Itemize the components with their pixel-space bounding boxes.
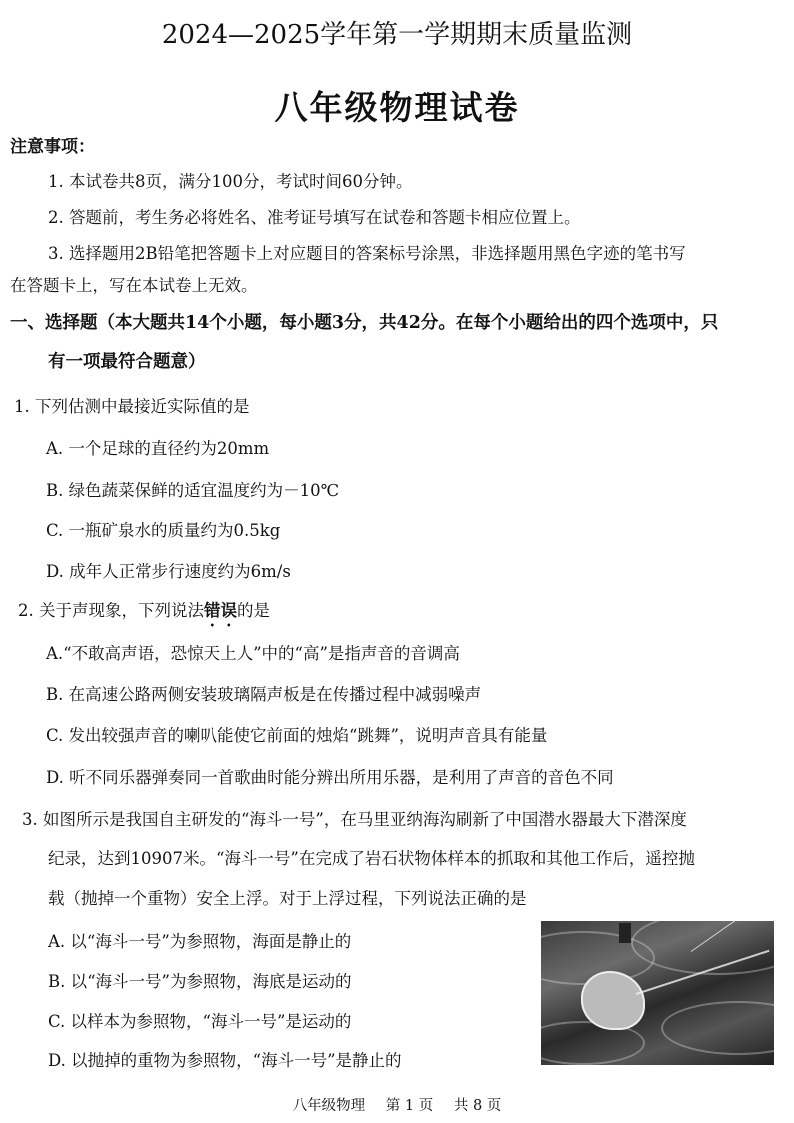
footer-page-number: 第 1 页 bbox=[385, 1098, 434, 1114]
note-item-1: 1. 本试卷共8页，满分100分，考试时间60分钟。 bbox=[48, 172, 413, 191]
question-2-stem-emphasis: 错误 bbox=[204, 601, 237, 620]
question-2-option-a: A.“不敢高声语，恐惊天上人”中的“高”是指声音的音调高 bbox=[46, 644, 460, 663]
question-3-stem-line1: 3. 如图所示是我国自主研发的“海斗一号”，在马里亚纳海沟刷新了中国潜水器最大下潜深度 bbox=[22, 810, 687, 829]
question-1-option-c: C. 一瓶矿泉水的质量约为0.5kg bbox=[46, 521, 281, 540]
question-3-option-c: C. 以样本为参照物，“海斗一号”是运动的 bbox=[48, 1012, 352, 1031]
section-heading-line1: 一、选择题（本大题共14个小题，每小题3分，共42分。在每个小题给出的四个选项中，只 bbox=[10, 313, 719, 333]
note-item-3-cont: 在答题卡上，写在本试卷上无效。 bbox=[10, 276, 258, 295]
note-item-3: 3. 选择题用2B铅笔把答题卡上对应题目的答案标号涂黑，非选择题用黑色字迹的笔书写 bbox=[48, 244, 686, 263]
question-2-option-d: D. 听不同乐器弹奏同一首歌曲时能分辨出所用乐器，是利用了声音的音色不同 bbox=[46, 768, 614, 787]
question-3-option-a: A. 以“海斗一号”为参照物，海面是静止的 bbox=[48, 932, 352, 951]
footer-total-pages: 共 8 页 bbox=[453, 1098, 502, 1114]
question-2-option-b: B. 在高速公路两侧安装玻璃隔声板是在传播过程中减弱噪声 bbox=[46, 685, 482, 704]
submersible-photo bbox=[541, 921, 774, 1065]
question-1-option-a: A. 一个足球的直径约为20mm bbox=[46, 439, 270, 458]
question-1-option-b: B. 绿色蔬菜保鲜的适宜温度约为－10℃ bbox=[46, 481, 340, 500]
question-3-option-d: D. 以抛掉的重物为参照物，“海斗一号”是静止的 bbox=[48, 1051, 402, 1070]
question-2-stem-post: 的是 bbox=[237, 601, 270, 620]
question-1-stem: 1. 下列估测中最接近实际值的是 bbox=[14, 397, 250, 416]
page-footer bbox=[0, 1094, 794, 1115]
question-2-option-c: C. 发出较强声音的喇叭能使它前面的烛焰“跳舞”，说明声音具有能量 bbox=[46, 726, 548, 745]
note-item-2: 2. 答题前，考生务必将姓名、准考证号填写在试卷和答题卡相应位置上。 bbox=[48, 208, 581, 227]
question-3-option-b: B. 以“海斗一号”为参照物，海底是运动的 bbox=[48, 972, 352, 991]
question-3-stem-line2: 纪录，达到10907米。“海斗一号”在完成了岩石状物体样本的抓取和其他工作后，遥控抛 bbox=[48, 849, 695, 868]
question-1-option-d: D. 成年人正常步行速度约为6m/s bbox=[46, 562, 291, 581]
exam-subject-title: 八年级物理试卷 bbox=[274, 88, 520, 127]
notes-heading: 注意事项： bbox=[10, 137, 95, 157]
footer-subject: 八年级物理 bbox=[292, 1098, 366, 1114]
question-3-stem-line3: 载（抛掉一个重物）安全上浮。对于上浮过程，下列说法正确的是 bbox=[48, 889, 527, 908]
section-heading-line2: 有一项最符合题意） bbox=[48, 352, 206, 372]
question-2-stem bbox=[18, 597, 270, 630]
question-2-stem-pre: 2. 关于声现象，下列说法 bbox=[18, 601, 204, 620]
exam-header-title: 2024—2025学年第一学期期末质量监测 bbox=[161, 20, 633, 50]
